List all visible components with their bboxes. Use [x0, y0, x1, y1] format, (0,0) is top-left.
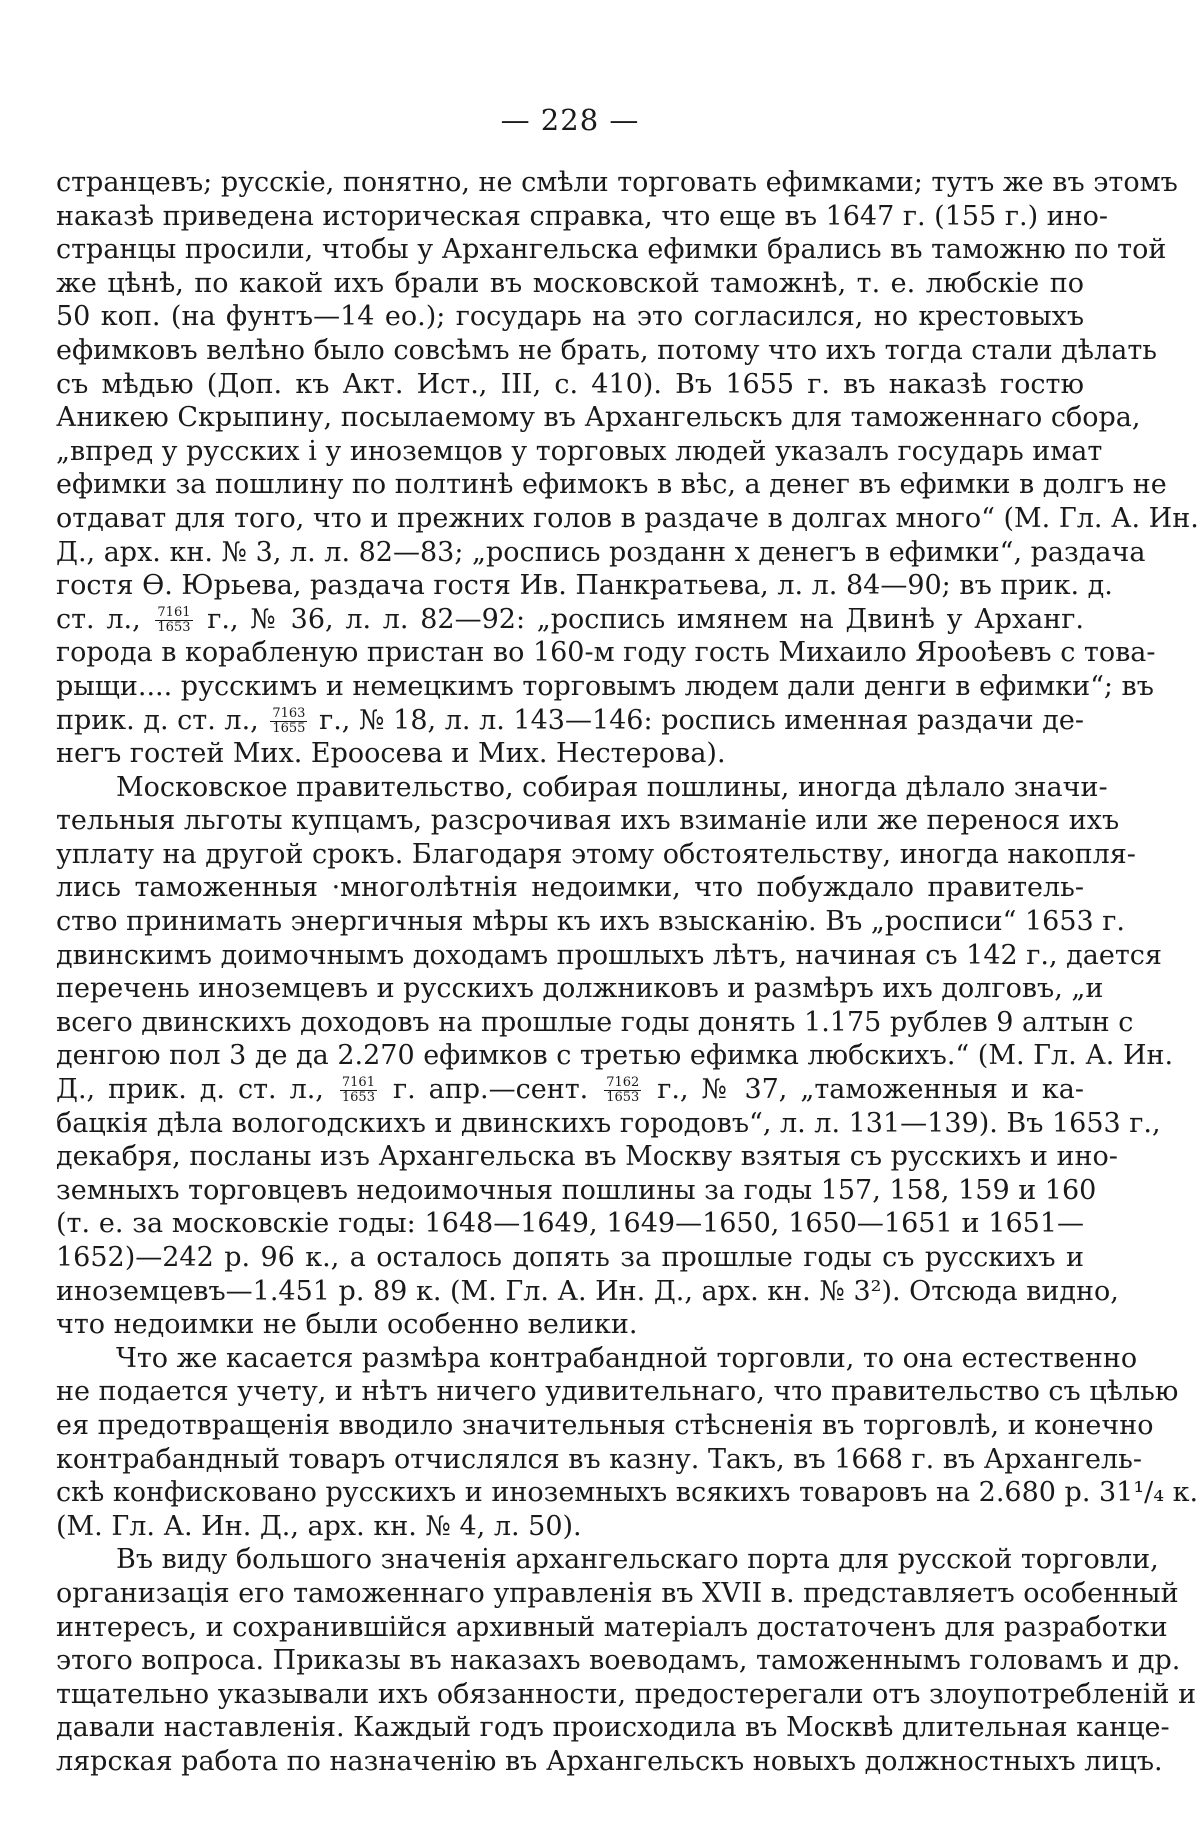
text-line [56, 569, 1113, 603]
body-text [56, 166, 1199, 1779]
text-line [56, 334, 1157, 368]
line-text: ефимковъ велѣно было совсѣмъ не брать, потому что ихъ тогда стали дѣлать [56, 334, 1157, 366]
line-text: лись таможенныя ·многолѣтнія недоимки, что побуждало правитель- [56, 872, 1084, 904]
line-text: интересъ, и сохранившійся архивный матеріалъ достаточенъ для разработки [56, 1611, 1168, 1643]
text-line [56, 1039, 1174, 1073]
line-text: тщательно указывали ихъ обязанности, предостерегали отъ злоупотребленій и [56, 1678, 1197, 1710]
text-line [56, 905, 1125, 939]
text-line [56, 536, 1146, 570]
text-line [56, 636, 1156, 670]
text-line [56, 1342, 1138, 1376]
line-text: всего двинскихъ доходовъ на прошлые годы донять 1.175 рублев 9 алтын с [56, 1006, 1134, 1038]
text-line [56, 704, 1084, 738]
line-text: иноземцевъ—1.451 р. 89 к. (М. Гл. А. Ин. Д., арх. кн. № 3²). Отсюда видно, [56, 1275, 1119, 1307]
line-text: съ мѣдью (Доп. къ Акт. Ист., III, с. 410). Въ 1655 г. въ наказѣ гостю [56, 368, 1084, 400]
line-text: „впред у русских і у иноземцов у торговых людей указалъ государь имат [56, 435, 1103, 467]
line-text: не подается учету, и нѣтъ ничего удивительнаго, что правительство съ цѣлью [56, 1376, 1179, 1408]
line-text: странцы просили, чтобы у Архангельска ефимки брались въ таможню по той [56, 234, 1167, 266]
text-line [56, 972, 1104, 1006]
line-text: лярская работа по назначенію въ Архангельскъ новыхъ должностныхъ лицъ. [56, 1745, 1163, 1777]
text-line [56, 1207, 1084, 1241]
text-line [56, 871, 1084, 905]
fraction-denominator: 1653 [157, 619, 191, 635]
line-text: города в корабленую пристан во 160-м году гость Михаило Ярооѣевъ с това- [56, 637, 1156, 669]
text-line [56, 1073, 1084, 1107]
line-text: декабря, посланы изъ Архангельска въ Москву взятыя съ русскихъ и ино- [56, 1141, 1118, 1173]
line-text: рыщи.... русскимъ и немецкимъ торговымъ людем дали денги в ефимки“; въ [56, 670, 1154, 702]
line-text: г., № 36, л. л. 82—92: „роспись имянем на Двинѣ у Арханг. [195, 603, 1085, 635]
text-line [56, 1107, 1161, 1141]
text-line [56, 401, 1141, 435]
text-line [56, 1375, 1179, 1409]
text-line [56, 233, 1167, 267]
line-text: уплату на другой срокъ. Благодаря этому обстоятельству, иногда накопля- [56, 838, 1136, 870]
line-text: организація его таможеннаго управленія въ XVII в. представляетъ особенный [56, 1577, 1179, 1609]
text-line [56, 1409, 1154, 1443]
text-line [56, 1275, 1119, 1309]
text-line [56, 603, 1084, 637]
line-text: г., № 37, „таможенныя и ка- [644, 1074, 1084, 1106]
text-line [56, 435, 1103, 469]
text-line [56, 1644, 1181, 1678]
text-line [56, 1745, 1163, 1779]
text-line [56, 1443, 1142, 1477]
year-fraction [155, 606, 192, 635]
line-text: давали наставленія. Каждый годъ происходила въ Москвѣ длительная канце- [56, 1712, 1170, 1744]
text-line [56, 1577, 1179, 1611]
text-line [56, 1241, 1084, 1275]
text-line [56, 771, 1108, 805]
line-text: прик. д. ст. л., [56, 704, 268, 736]
line-text: г. апр.—сент. [379, 1074, 602, 1106]
line-text: контрабандный товаръ отчислялся въ казну. Такъ, въ 1668 г. въ Архангель- [56, 1443, 1142, 1475]
line-text: Что же касается размѣра контрабандной торговли, то она естественно [116, 1342, 1138, 1374]
line-text: денгою пол 3 де да 2.270 ефимков с третью ефимка любскихъ.“ (М. Гл. А. Ин. [56, 1040, 1174, 1072]
line-text: гостя Ѳ. Юрьева, раздача гостя Ив. Панкратьева, л. л. 84—90; въ прик. д. [56, 570, 1113, 602]
line-text: перечень иноземцевъ и русскихъ должниковъ и размѣръ ихъ долговъ, „и [56, 973, 1104, 1005]
text-line [56, 1711, 1170, 1745]
line-text: Въ виду большого значенія архангельскаго порта для русской торговли, [116, 1544, 1159, 1576]
line-text: двинскимъ доимочнымъ доходамъ прошлыхъ лѣтъ, начиная съ 142 г., дается [56, 939, 1162, 971]
line-text: Д., прик. д. ст. л., [56, 1074, 337, 1106]
fraction-numerator: 7163 [272, 705, 306, 721]
text-line [56, 1174, 1097, 1208]
line-text: г., № 18, л. л. 143—146: роспись именная раздачи де- [310, 704, 1085, 736]
text-line [56, 1140, 1118, 1174]
fraction-denominator: 1655 [272, 720, 306, 736]
fraction-numerator: 7161 [157, 604, 191, 620]
line-text: ея предотвращенія вводило значительныя стѣсненія въ торговлѣ, и конечно [56, 1409, 1154, 1441]
text-line [56, 468, 1167, 502]
text-line [56, 267, 1084, 301]
text-line [56, 200, 1109, 234]
year-fraction [604, 1076, 641, 1105]
text-line [56, 1308, 1084, 1342]
line-text: (М. Гл. А. Ин. Д., арх. кн. № 4, л. 50). [56, 1510, 582, 1542]
line-text: земныхъ торговцевъ недоимочныя пошлины за годы 157, 158, 159 и 160 [56, 1174, 1097, 1206]
text-line [56, 1678, 1197, 1712]
line-text: наказѣ приведена историческая справка, что еще въ 1647 г. (155 г.) ино- [56, 200, 1109, 232]
text-line [56, 804, 1120, 838]
line-text: Московское правительство, собирая пошлины, иногда дѣлало значи- [116, 771, 1108, 803]
line-text: отдават для того, что и прежних голов в раздаче в долгах много“ (М. Гл. А. Ин. [56, 502, 1199, 534]
line-text: (т. е. за московскіе годы: 1648—1649, 1649—1650, 1650—1651 и 1651— [56, 1208, 1084, 1240]
text-line [56, 737, 1084, 771]
text-line [56, 502, 1199, 536]
line-text: ст. л., [56, 603, 153, 635]
text-line [56, 166, 1178, 200]
line-text: 50 коп. (на фунтъ—14 ео.); государь на это согласился, но крестовыхъ [56, 301, 1084, 333]
line-text: негъ гостей Мих. Ероосева и Мих. Нестерова). [56, 738, 726, 770]
line-text: 1652)—242 р. 96 к., а осталось допять за прошлые годы съ русскихъ и [56, 1242, 1084, 1273]
page-number: — 228 — [500, 103, 640, 137]
line-text: странцевъ; русскіе, понятно, не смѣли торговать ефимками; тутъ же въ этомъ [56, 167, 1178, 198]
fraction-denominator: 1653 [341, 1090, 375, 1106]
text-line [56, 670, 1154, 704]
year-fraction [270, 707, 307, 736]
text-line [56, 1510, 1084, 1544]
text-line [56, 838, 1136, 872]
fraction-denominator: 1653 [606, 1090, 640, 1106]
text-line [56, 939, 1162, 973]
line-text: Аникею Скрыпину, посылаемому въ Архангельскъ для таможеннаго сбора, [56, 402, 1141, 434]
text-line [56, 1611, 1168, 1645]
year-fraction [340, 1076, 377, 1105]
line-text: что недоимки не были особенно велики. [56, 1309, 638, 1341]
line-text: этого вопроса. Приказы въ наказахъ воеводамъ, таможеннымъ головамъ и др. [56, 1645, 1181, 1677]
line-text: ефимки за пошлину по полтинѣ ефимокъ в вѣс, а денег въ ефимки в долгъ не [56, 469, 1167, 501]
text-line [56, 1476, 1199, 1510]
fraction-numerator: 7162 [606, 1075, 640, 1091]
line-text: Д., арх. кн. № 3, л. л. 82—83; „роспись розданн х денегъ в ефимки“, раздача [56, 536, 1146, 568]
line-text: тельныя льготы купцамъ, разсрочивая ихъ взиманіе или же перенося ихъ [56, 805, 1120, 837]
fraction-numerator: 7161 [341, 1075, 375, 1091]
line-text: скѣ конфисковано русскихъ и иноземныхъ всякихъ товаровъ на 2.680 р. 31¹/₄ к. [56, 1477, 1199, 1509]
line-text: бацкія дѣла вологодскихъ и двинскихъ городовъ“, л. л. 131—139). Въ 1653 г., [56, 1107, 1161, 1139]
text-line [56, 1006, 1134, 1040]
text-line [56, 300, 1084, 334]
text-line [56, 1543, 1159, 1577]
line-text: ство принимать энергичныя мѣры къ ихъ взысканію. Въ „росписи“ 1653 г. [56, 906, 1125, 938]
text-line [56, 368, 1084, 402]
line-text: же цѣнѣ, по какой ихъ брали въ московской таможнѣ, т. е. любскіе по [56, 267, 1084, 299]
